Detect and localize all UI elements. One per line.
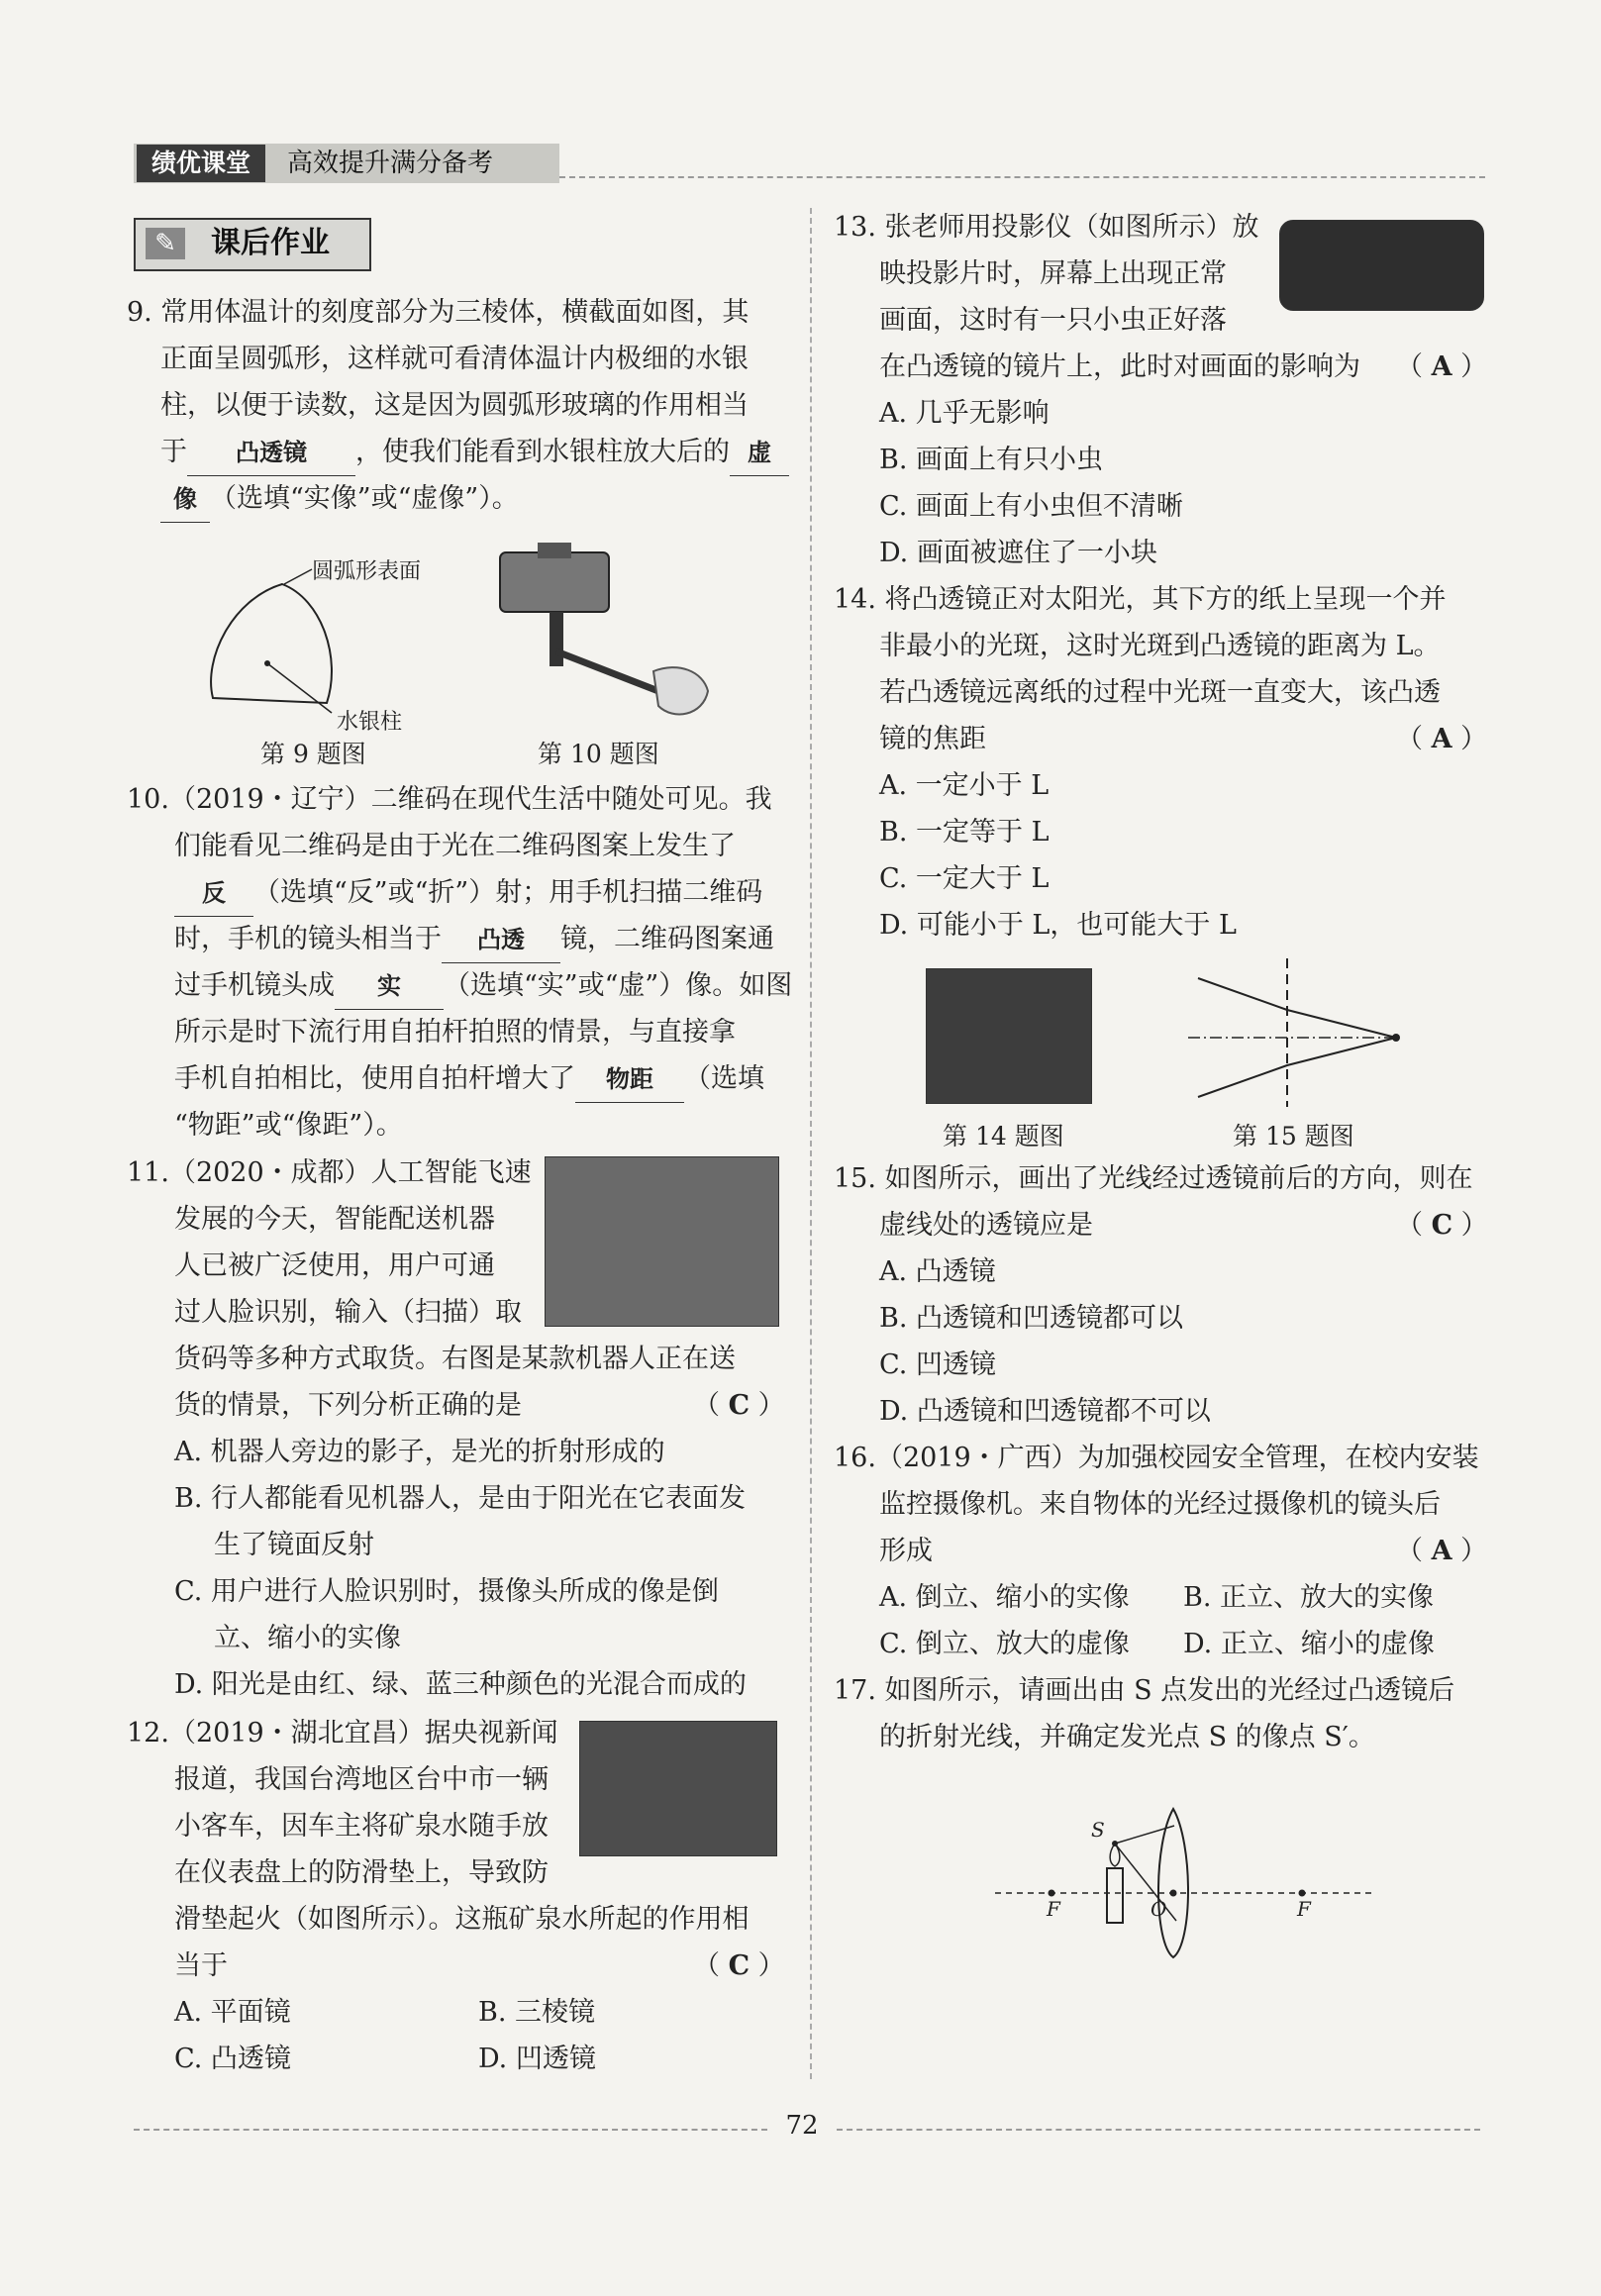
q16-option-d: D. 正立、缩小的虚像 [1183,1629,1435,1659]
q13-projector-photo [1279,220,1484,311]
q10-line-4 [174,917,774,963]
q13-option-b: B. 画面上有只小虫 [879,445,1104,475]
q9-text: （选填“实像”或“虚像”）。 [210,483,519,514]
q12-option-b: B. 三棱镜 [478,1997,596,2028]
q9-label-surface: 圆弧形表面 [312,559,422,584]
q11-option-c: C. 用户进行人脸识别时，摄像头所成的像是倒 [174,1576,719,1607]
q9-answer-blank-1[interactable]: 凸透镜 [187,430,355,476]
q9-line-2: 正面呈圆弧形，这样就可看清体温计内极细的水银 [160,344,749,374]
footer-rule-left [134,2129,767,2131]
q10-line-8: “物距”或“像距”）。 [174,1110,403,1141]
pencil-icon: ✎ [146,228,185,259]
q15-answer: C [1431,1210,1453,1241]
q9-arc-shape [211,584,332,703]
q14-line-3: 若凸透镜远离纸的过程中光斑一直变大，该凸透 [879,677,1441,708]
q14-line-2: 非最小的光斑，这时光斑到凸透镜的距离为 L。 [879,631,1441,661]
q16-answer-bracket[interactable]: （ A ） [1396,1536,1488,1566]
q15-option-d: D. 凸透镜和凹透镜都不可以 [879,1396,1211,1427]
q10-line-6: 所示是时下流行用自拍杆拍照的情景，与直接拿 [174,1017,736,1048]
q10-figure-caption: 第 10 题图 [538,740,659,768]
section-title-box [134,218,371,271]
q10-answer-blank-4[interactable]: 物距 [575,1056,684,1103]
q10-text: （选填“实”或“虚”）像。如图 [444,970,793,1001]
q17-focus-right [1299,1890,1306,1897]
q10-text: 过手机镜头成 [174,970,335,1001]
q12-car-dashboard-photo [579,1721,777,1856]
q12-line-4: 在仪表盘上的防滑垫上，导致防 [174,1857,549,1888]
q9-line-1: 9. 常用体温计的刻度部分为三棱体，横截面如图，其 [127,297,750,328]
footer-rule-right [837,2129,1480,2131]
q11-line-1: 11.（2020・成都）人工智能飞速 [127,1157,532,1188]
q12-line-5: 滑垫起火（如图所示）。这瓶矿泉水所起的作用相 [174,1904,750,1935]
q9-text: ，使我们能看到水银柱放大后的 [355,437,730,467]
q11-option-c-cont: 立、缩小的实像 [214,1623,401,1653]
q11-line-5: 货码等多种方式取货。右图是某款机器人正在送 [174,1344,736,1374]
q12-answer-bracket[interactable]: （ C ） [693,1950,785,1981]
q10-line-2: 们能看见二维码是由于光在二维码图案上发生了 [174,831,736,861]
q16-option-c: C. 倒立、放大的虚像 [879,1629,1130,1659]
q11-answer: C [728,1390,750,1421]
q16-option-a: A. 倒立、缩小的实像 [879,1582,1130,1613]
q11-option-b-cont: 生了镜面反射 [214,1530,374,1560]
q10-answer-blank-3[interactable]: 实 [335,963,444,1010]
q12-line-1: 12.（2019・湖北宜昌）据央视新闻 [127,1718,558,1748]
q11-answer-bracket[interactable]: （ C ） [693,1390,785,1421]
q14-answer: A [1431,724,1452,754]
q14-option-b: B. 一定等于 L [879,817,1050,848]
page-number: 72 [785,2111,819,2141]
q17-label-f-left: F [1047,1897,1060,1921]
q16-line-2: 监控摄像机。来自物体的光经过摄像机的镜头后 [879,1489,1441,1520]
q9-label-column: 水银柱 [337,710,403,735]
q11-line-2: 发展的今天，智能配送机器 [174,1204,495,1235]
q15-lower-ray [1198,1038,1396,1097]
q9-line-4 [160,430,789,476]
q17-focus-left [1049,1890,1055,1897]
q9-text: 于 [160,437,187,467]
q13-option-c: C. 画面上有小虫但不清晰 [879,491,1183,522]
q13-line-4: 在凸透镜的镜片上，此时对画面的影响为 [879,351,1360,382]
q11-line-6: 货的情景，下列分析正确的是 [174,1390,522,1421]
q15-option-c: C. 凹透镜 [879,1349,996,1380]
q13-line-2: 映投影片时，屏幕上出现正常 [879,258,1227,289]
q15-upper-ray [1198,978,1396,1038]
q10-answer-blank-2[interactable]: 凸透 [442,917,560,963]
q17-ray-1 [1115,1826,1174,1844]
q15-line-2: 虚线处的透镜应是 [879,1210,1093,1241]
q14-line-4: 镜的焦距 [879,724,986,754]
q10-text: （选填 [684,1063,764,1094]
q17-label-o: O [1151,1897,1167,1921]
q10-text: 手机自拍相比，使用自拍杆增大了 [174,1063,575,1094]
q14-answer-bracket[interactable]: （ A ） [1396,724,1488,754]
q10-line-3 [174,870,762,917]
q10-selfie-stick-figure [490,543,718,731]
q15-line-1: 15. 如图所示，画出了光线经过透镜前后的方向，则在 [834,1163,1473,1194]
q14-figure-caption: 第 14 题图 [943,1122,1064,1150]
q9-answer-blank-2b[interactable]: 像 [160,476,210,523]
q14-lens-photo [926,968,1092,1104]
q17-label-s: S [1091,1818,1105,1842]
q10-text: （选填“反”或“折”）射；用手机扫描二维码 [253,877,763,908]
q15-option-b: B. 凸透镜和凹透镜都可以 [879,1303,1184,1334]
q16-answer: A [1431,1536,1452,1566]
q14-option-a: A. 一定小于 L [879,770,1050,801]
q11-option-d: D. 阳光是由红、绿、蓝三种颜色的光混合而成的 [174,1669,747,1700]
q15-focus-point [1392,1034,1400,1042]
q16-option-b: B. 正立、放大的实像 [1183,1582,1435,1613]
q9-line-3: 柱，以便于读数，这是因为圆弧形玻璃的作用相当 [160,390,749,421]
q12-line-3: 小客车，因车主将矿泉水随手放 [174,1811,549,1842]
q12-answer: C [728,1950,750,1981]
q15-answer-bracket[interactable]: （ C ） [1396,1210,1488,1241]
q15-figure-caption: 第 15 题图 [1233,1122,1354,1150]
q13-option-d: D. 画面被遮住了一小块 [879,538,1157,568]
q10-text: 时，手机的镜头相当于 [174,924,442,954]
q17-convex-lens [1158,1809,1188,1957]
q11-option-a: A. 机器人旁边的影子，是光的折射形成的 [174,1437,665,1467]
q12-line-2: 报道，我国台湾地区台中市一辆 [174,1764,549,1795]
q17-label-f-right: F [1297,1897,1311,1921]
section-title: 课后作业 [211,226,330,260]
q14-option-d: D. 可能小于 L，也可能大于 L [879,910,1237,941]
q9-answer-blank-2a[interactable]: 虚 [730,430,789,476]
q11-line-4: 过人脸识别，输入（扫描）取 [174,1297,522,1328]
q13-option-a: A. 几乎无影响 [879,398,1050,429]
q13-answer: A [1431,351,1452,382]
q16-line-3: 形成 [879,1536,933,1566]
q10-line-5 [174,963,792,1010]
q17-line-2: 的折射光线，并确定发光点 S 的像点 S′。 [879,1722,1375,1752]
q13-line-1: 13. 张老师用投影仪（如图所示）放 [834,212,1259,243]
q17-candle [1107,1868,1123,1923]
q12-line-6: 当于 [174,1950,228,1981]
q14-line-1: 14. 将凸透镜正对太阳光，其下方的纸上呈现一个并 [834,584,1447,615]
q9-line-5 [160,476,519,523]
q14-option-c: C. 一定大于 L [879,863,1050,894]
q12-option-c: C. 凸透镜 [174,2044,291,2074]
q10-line-1: 10.（2019・辽宁）二维码在现代生活中随处可见。我 [127,784,772,815]
q13-line-3: 画面，这时有一只小虫正好落 [879,305,1227,336]
q10-line-7 [174,1056,764,1103]
q11-robot-photo [545,1156,779,1327]
column-divider [810,208,812,2079]
q9-figure-caption: 第 9 题图 [260,740,366,768]
q11-option-b: B. 行人都能看见机器人，是由于阳光在它表面发 [174,1483,747,1514]
q10-answer-blank-1[interactable]: 反 [174,870,253,917]
header-slogan: 高效提升满分备考 [287,149,494,178]
q12-option-d: D. 凹透镜 [478,2044,596,2074]
q13-answer-bracket[interactable]: （ A ） [1396,351,1488,382]
q11-line-3: 人已被广泛使用，用户可通 [174,1250,495,1281]
header-brand: 绩优课堂 [137,145,265,182]
q17-line-1: 17. 如图所示，请画出由 S 点发出的光经过凸透镜后 [834,1675,1455,1706]
q12-option-a: A. 平面镜 [174,1997,291,2028]
q15-option-a: A. 凸透镜 [879,1256,996,1287]
q17-ray-2 [1115,1844,1176,1921]
q17-convex-lens-diagram [990,1804,1376,1962]
q10-text: 镜，二维码图案通 [560,924,774,954]
header-rule [559,176,1485,178]
q15-ray-diagram [1183,958,1416,1107]
q16-line-1: 16.（2019・广西）为加强校园安全管理，在校内安装 [834,1443,1479,1473]
q17-optical-center [1170,1890,1177,1897]
